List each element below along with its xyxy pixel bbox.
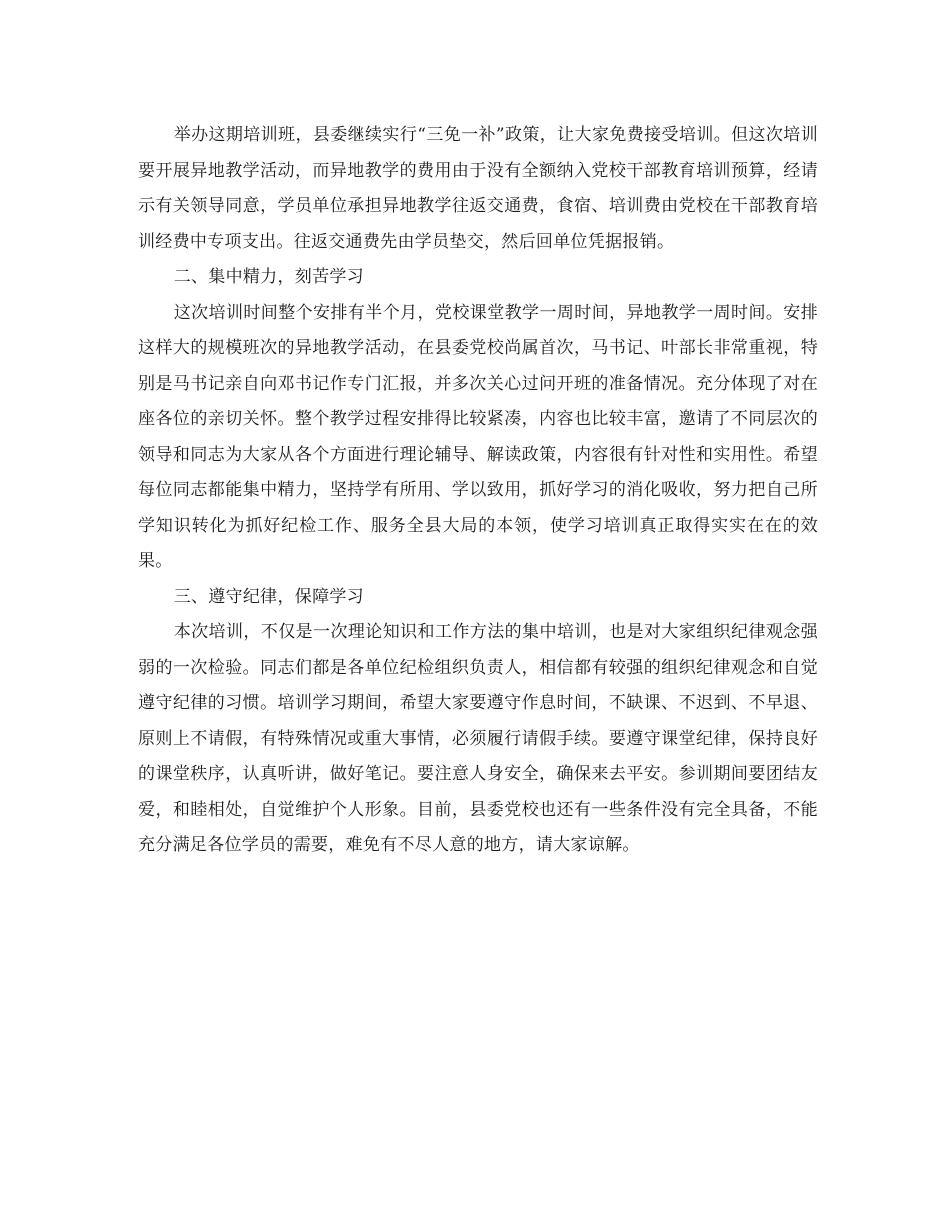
paragraph-training-arrangement: 这次培训时间整个安排有半个月，党校课堂教学一周时间，异地教学一周时间。安排这样大的规模班次的异地教学活动，在县委党校尚属首次，马书记、叶部长非常重视，特别是马书记亲自向邓书记作专门汇报，并多次关心过问开班的准备情况。充分体现了对在座各位的亲切关怀。整个教学过程安排得比较紧凑，内容也比较丰富，邀请了不同层次的领导和同志为大家从各个方面进行理论辅导、解读政策，内容很有针对性和实用性。希望每位同志都能集中精力，坚持学有所用、学以致用，抓好学习的消化吸收，努力把自己所学知识转化为抓好纪检工作、服务全县大局的本领，使学习培训真正取得实实在在的效果。 [138,302,818,571]
section-heading-focus-study: 二、集中精力，刻苦学习 [173,267,364,287]
document-body [138,118,818,864]
paragraph-discipline-requirements: 本次培训，不仅是一次理论知识和工作方法的集中培训，也是对大家组织纪律观念强弱的一次检验。同志们都是各单位纪检组织负责人，相信都有较强的组织纪律观念和自觉遵守纪律的习惯。培训学习期间，希望大家要遵守作息时间，不缺课、不迟到、不早退、原则上不请假，有特殊情况或重大事情，必须履行请假手续。要遵守课堂纪律，保持良好的课堂秩序，认真听讲，做好笔记。要注意人身安全，确保来去平安。参训期间要团结友爱，和睦相处，自觉维护个人形象。目前，县委党校也还有一些条件没有完全具备，不能充分满足各位学员的需要，难免有不尽人意的地方，请大家谅解。 [138,622,818,855]
section-heading-discipline: 三、遵守纪律，保障学习 [173,586,364,607]
paragraph-funding-policy: 举办这期培训班，县委继续实行“三免一补”政策，让大家免费接受培训。但这次培训要开展异地教学活动，而异地教学的费用由于没有全额纳入党校干部教育培训预算，经请示有关领导同意，学员单位承担异地教学往返交通费，食宿、培训费由党校在干部教育培训经费中专项支出。往返交通费先由学员垫交，然后回单位凭据报销。 [138,125,818,252]
